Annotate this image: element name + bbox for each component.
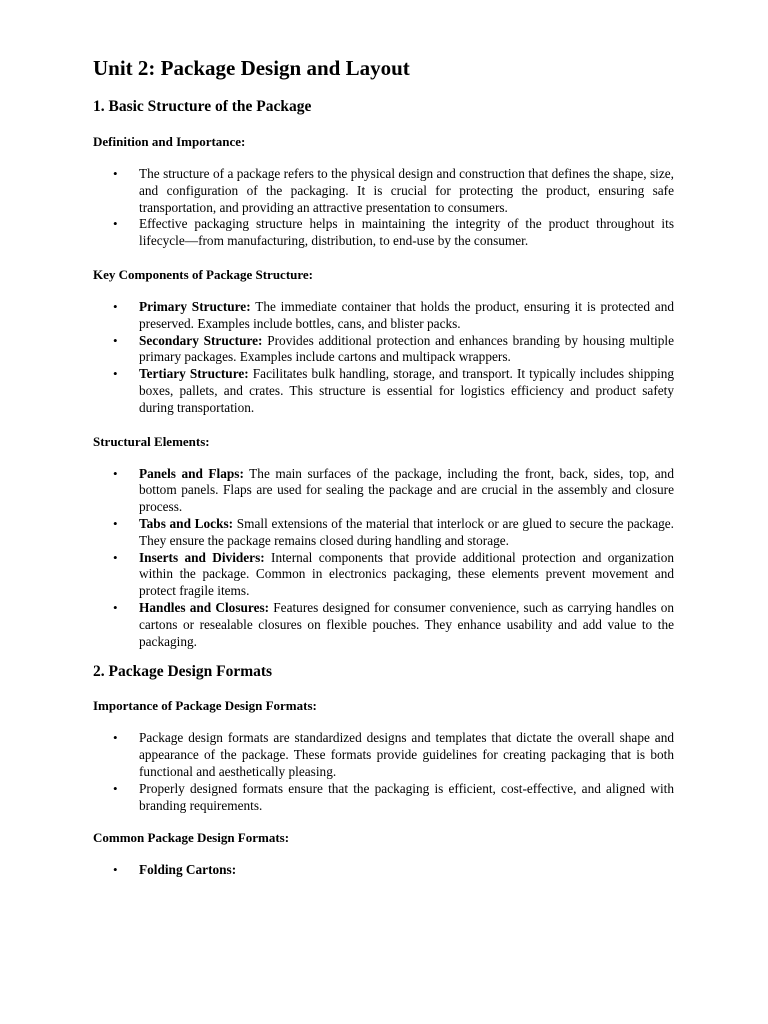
section-heading-design-formats: 2. Package Design Formats xyxy=(93,663,273,681)
list-item xyxy=(93,781,674,815)
list-item xyxy=(93,333,674,367)
bullet-icon: • xyxy=(113,216,118,232)
bullet-icon: • xyxy=(113,366,118,382)
subsection-heading-key-components: Key Components of Package Structure: xyxy=(93,266,314,282)
bullet-list-key-components xyxy=(93,299,674,417)
bullet-list-importance-formats xyxy=(93,730,674,814)
bullet-icon: • xyxy=(113,298,118,314)
list-item xyxy=(93,166,674,216)
list-item xyxy=(93,216,674,250)
list-item xyxy=(93,366,674,416)
list-item-text: Properly designed formats ensure that the packaging is efficient, cost-effective, and aligned with branding requirements. xyxy=(139,780,674,813)
list-item-text: Features designed for consumer convenience, such as carrying handles on cartons or resealable closures on flexible pouches. They enhance usability and add value to the packaging. xyxy=(139,599,675,649)
list-item-term: Tertiary Structure: xyxy=(139,366,249,382)
list-item-term: Inserts and Dividers: xyxy=(139,549,265,565)
bullet-list-structural-elements xyxy=(93,466,674,651)
list-item-text: The structure of a package refers to the physical design and construction that defines the shape, size, and configuration of the packaging. It is crucial for protecting the product, ensuring safe transportation, and providing an attractive presentation to consumers. xyxy=(139,166,674,215)
list-item-text: The main surfaces of the package, including the front, back, sides, top, and bottom panels. Flaps are used for sealing the package and are crucial in the assembly and closure process. xyxy=(139,465,674,515)
bullet-icon: • xyxy=(113,599,118,615)
list-item-term: Primary Structure: xyxy=(139,298,251,314)
list-item-term: Tabs and Locks: xyxy=(139,515,234,531)
subsection-heading-importance-formats: Importance of Package Design Formats: xyxy=(93,698,317,714)
list-item xyxy=(93,730,674,780)
list-item-text: Internal components that provide additional protection and organization within the package. Common in electronics packaging, these elements prevent movement and protect fragile items. xyxy=(139,549,674,599)
list-item-text: Effective packaging structure helps in maintaining the integrity of the product throughout its lifecycle—from manufacturing, distribution, to end-use by the consumer. xyxy=(139,216,674,249)
list-item-term: Panels and Flaps: xyxy=(139,465,244,481)
subsection-heading-structural-elements: Structural Elements: xyxy=(93,433,210,449)
list-item xyxy=(93,862,674,879)
list-item xyxy=(93,550,674,600)
bullet-icon: • xyxy=(113,780,118,796)
list-item-text: The immediate container that holds the product, ensuring it is protected and preserved. Examples include bottles, cans, and blister packs. xyxy=(139,298,674,331)
bullet-icon: • xyxy=(113,730,118,746)
list-item-term: Secondary Structure: xyxy=(139,332,263,348)
list-item-term: Handles and Closures: xyxy=(139,599,270,615)
bullet-icon: • xyxy=(113,549,118,565)
bullet-icon: • xyxy=(113,166,118,181)
document-title: Unit 2: Package Design and Layout xyxy=(93,56,410,80)
subsection-heading-definition: Definition and Importance: xyxy=(93,134,246,149)
bullet-list-common-formats xyxy=(93,862,674,879)
bullet-list-definition xyxy=(93,166,674,250)
list-item-text: Package design formats are standardized designs and templates that dictate the overall shape and appearance of the package. These formats provide guidelines for creating packaging that is both functional and aesthetically pleasing. xyxy=(139,730,674,779)
subsection-heading-common-formats: Common Package Design Formats: xyxy=(93,830,290,846)
bullet-icon: • xyxy=(113,465,118,481)
bullet-icon: • xyxy=(113,515,118,531)
list-item-text: Facilitates bulk handling, storage, and transport. It typically includes shipping boxes, pallets, and crates. This structure is essential for logistics efficiency and product safety during transportation. xyxy=(139,366,674,415)
list-item xyxy=(93,600,674,650)
list-item xyxy=(93,516,674,550)
list-item xyxy=(93,466,674,516)
list-item-term: Folding Cartons: xyxy=(139,862,237,878)
bullet-icon: • xyxy=(113,332,118,348)
list-item-text: Small extensions of the material that interlock or are glued to secure the package. They ensure the package remains closed during handling and storage. xyxy=(139,515,674,548)
bullet-icon: • xyxy=(113,862,118,878)
list-item xyxy=(93,299,674,333)
list-item-text: Provides additional protection and enhances branding by housing multiple primary packages. Examples include cartons and multipack wrappers. xyxy=(139,332,674,365)
section-heading-basic-structure: 1. Basic Structure of the Package xyxy=(93,98,312,115)
